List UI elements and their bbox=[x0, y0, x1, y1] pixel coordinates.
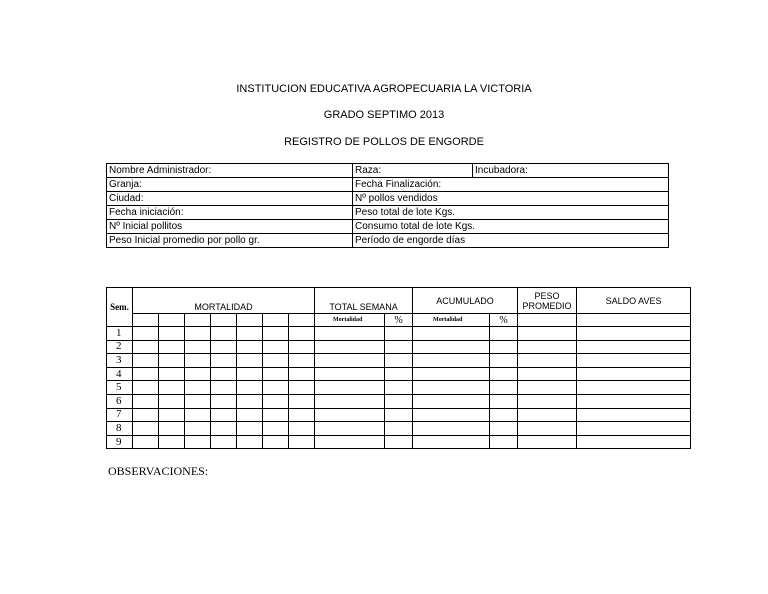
total-semana-pct-label: % bbox=[385, 314, 413, 327]
week-data-cell[interactable] bbox=[211, 408, 237, 422]
week-data-cell[interactable] bbox=[289, 354, 315, 368]
week-data-cell[interactable] bbox=[577, 354, 691, 368]
info-table bbox=[106, 163, 669, 248]
week-data-cell[interactable] bbox=[133, 422, 159, 436]
week-data-cell[interactable] bbox=[237, 327, 263, 341]
week-data-cell[interactable] bbox=[237, 435, 263, 449]
week-data-cell[interactable] bbox=[185, 435, 211, 449]
week-data-cell[interactable] bbox=[413, 367, 490, 381]
week-data-cell[interactable] bbox=[577, 422, 691, 436]
info-cell: Raza: bbox=[353, 164, 473, 178]
week-data-cell[interactable] bbox=[263, 435, 289, 449]
col-mortalidad: MORTALIDAD bbox=[133, 288, 315, 314]
week-data-cell[interactable] bbox=[211, 435, 237, 449]
week-data-cell[interactable] bbox=[413, 354, 490, 368]
week-data-cell[interactable] bbox=[185, 367, 211, 381]
week-data-cell[interactable] bbox=[289, 422, 315, 436]
register-title: REGISTRO DE POLLOS DE ENGORDE bbox=[284, 136, 484, 148]
week-data-cell[interactable] bbox=[518, 381, 577, 395]
week-data-cell[interactable] bbox=[237, 354, 263, 368]
week-data-cell[interactable] bbox=[289, 381, 315, 395]
week-data-cell[interactable] bbox=[315, 381, 385, 395]
week-data-cell[interactable] bbox=[490, 422, 518, 436]
week-data-cell[interactable] bbox=[518, 408, 577, 422]
week-data-cell[interactable] bbox=[577, 327, 691, 341]
week-data-cell[interactable] bbox=[185, 327, 211, 341]
week-data-cell[interactable] bbox=[263, 354, 289, 368]
week-data-cell[interactable] bbox=[263, 422, 289, 436]
acumulado-pct-label: % bbox=[490, 314, 518, 327]
week-data-cell[interactable] bbox=[237, 394, 263, 408]
week-data-cell[interactable] bbox=[385, 367, 413, 381]
week-data-cell[interactable] bbox=[518, 435, 577, 449]
week-data-cell[interactable] bbox=[263, 340, 289, 354]
col-peso-promedio: PESO PROMEDIO bbox=[518, 288, 577, 314]
week-data-cell[interactable] bbox=[159, 340, 185, 354]
info-row bbox=[107, 206, 669, 220]
week-data-cell[interactable] bbox=[413, 422, 490, 436]
week-data-cell[interactable] bbox=[315, 394, 385, 408]
week-row bbox=[107, 435, 691, 449]
week-data-cell[interactable] bbox=[133, 354, 159, 368]
week-data-cell[interactable] bbox=[413, 394, 490, 408]
info-cell: Nombre Administrador: bbox=[107, 164, 353, 178]
week-data-cell[interactable] bbox=[413, 381, 490, 395]
week-data-cell[interactable] bbox=[385, 408, 413, 422]
week-data-cell[interactable] bbox=[185, 381, 211, 395]
week-data-cell[interactable] bbox=[289, 435, 315, 449]
week-data-cell[interactable] bbox=[385, 435, 413, 449]
week-data-cell[interactable] bbox=[289, 408, 315, 422]
week-data-cell[interactable] bbox=[490, 435, 518, 449]
info-cell: Consumo total de lote Kgs. bbox=[353, 220, 669, 234]
week-data-cell[interactable] bbox=[518, 422, 577, 436]
week-data-cell[interactable] bbox=[185, 422, 211, 436]
week-data-cell[interactable] bbox=[518, 340, 577, 354]
week-data-cell[interactable] bbox=[159, 381, 185, 395]
week-data-cell[interactable] bbox=[263, 327, 289, 341]
week-data-cell[interactable] bbox=[263, 367, 289, 381]
week-data-cell[interactable] bbox=[263, 408, 289, 422]
week-data-cell[interactable] bbox=[490, 327, 518, 341]
week-data-cell[interactable] bbox=[159, 422, 185, 436]
saldo-aves-cell[interactable] bbox=[577, 314, 691, 327]
week-row bbox=[107, 381, 691, 395]
week-number: 1 bbox=[107, 327, 133, 341]
week-data-cell[interactable] bbox=[211, 340, 237, 354]
week-data-cell[interactable] bbox=[237, 408, 263, 422]
week-data-cell[interactable] bbox=[211, 381, 237, 395]
week-data-cell[interactable] bbox=[577, 340, 691, 354]
mortalidad-cell[interactable] bbox=[211, 314, 237, 327]
week-data-cell[interactable] bbox=[385, 394, 413, 408]
week-data-cell[interactable] bbox=[133, 381, 159, 395]
week-data-cell[interactable] bbox=[577, 435, 691, 449]
info-cell: Nº Inicial pollitos bbox=[107, 220, 353, 234]
week-data-cell[interactable] bbox=[315, 367, 385, 381]
mortalidad-cell[interactable] bbox=[133, 314, 159, 327]
week-data-cell[interactable] bbox=[289, 327, 315, 341]
info-cell: Período de engorde días bbox=[353, 234, 669, 248]
week-data-cell[interactable] bbox=[413, 327, 490, 341]
week-data-cell[interactable] bbox=[159, 354, 185, 368]
week-data-cell[interactable] bbox=[385, 327, 413, 341]
week-data-cell[interactable] bbox=[315, 340, 385, 354]
grade-title: GRADO SEPTIMO 2013 bbox=[323, 109, 445, 121]
col-sem: Sem. bbox=[107, 288, 133, 327]
week-data-cell[interactable] bbox=[211, 394, 237, 408]
mortalidad-cell[interactable] bbox=[237, 314, 263, 327]
info-cell: Nº pollos vendidos bbox=[353, 192, 669, 206]
week-data-cell[interactable] bbox=[490, 340, 518, 354]
week-data-cell[interactable] bbox=[185, 354, 211, 368]
week-data-cell[interactable] bbox=[263, 394, 289, 408]
info-row bbox=[107, 220, 669, 234]
week-data-cell[interactable] bbox=[211, 367, 237, 381]
week-data-cell[interactable] bbox=[385, 422, 413, 436]
week-data-cell[interactable] bbox=[577, 381, 691, 395]
info-cell: Incubadora: bbox=[473, 164, 669, 178]
info-cell: Fecha Finalización: bbox=[353, 178, 669, 192]
week-data-cell[interactable] bbox=[263, 381, 289, 395]
week-data-cell[interactable] bbox=[159, 435, 185, 449]
week-data-cell[interactable] bbox=[289, 394, 315, 408]
week-data-cell[interactable] bbox=[490, 354, 518, 368]
week-data-cell[interactable] bbox=[159, 327, 185, 341]
week-data-cell[interactable] bbox=[490, 367, 518, 381]
week-row bbox=[107, 327, 691, 341]
week-data-cell[interactable] bbox=[577, 408, 691, 422]
week-data-cell[interactable] bbox=[133, 327, 159, 341]
week-data-cell[interactable] bbox=[413, 435, 490, 449]
week-data-cell[interactable] bbox=[315, 408, 385, 422]
info-row bbox=[107, 178, 669, 192]
week-data-cell[interactable] bbox=[490, 394, 518, 408]
week-data-cell[interactable] bbox=[577, 367, 691, 381]
week-number: 8 bbox=[107, 422, 133, 436]
week-data-cell[interactable] bbox=[185, 340, 211, 354]
week-data-cell[interactable] bbox=[490, 381, 518, 395]
week-row bbox=[107, 367, 691, 381]
week-data-cell[interactable] bbox=[133, 367, 159, 381]
info-cell: Granja: bbox=[107, 178, 353, 192]
mortalidad-cell[interactable] bbox=[263, 314, 289, 327]
week-data-cell[interactable] bbox=[159, 394, 185, 408]
week-data-cell[interactable] bbox=[237, 340, 263, 354]
log-header-row bbox=[107, 288, 691, 314]
info-cell: Ciudad: bbox=[107, 192, 353, 206]
info-cell: Peso Inicial promedio por pollo gr. bbox=[107, 234, 353, 248]
week-data-cell[interactable] bbox=[289, 340, 315, 354]
week-data-cell[interactable] bbox=[413, 340, 490, 354]
week-data-cell[interactable] bbox=[315, 422, 385, 436]
week-data-cell[interactable] bbox=[315, 327, 385, 341]
week-data-cell[interactable] bbox=[518, 327, 577, 341]
week-number: 6 bbox=[107, 394, 133, 408]
week-row bbox=[107, 394, 691, 408]
week-data-cell[interactable] bbox=[211, 327, 237, 341]
week-data-cell[interactable] bbox=[413, 408, 490, 422]
week-data-cell[interactable] bbox=[133, 408, 159, 422]
poultry-log-table bbox=[106, 287, 691, 449]
institution-title: INSTITUCION EDUCATIVA AGROPECUARIA LA VICTORIA bbox=[236, 83, 532, 95]
week-data-cell[interactable] bbox=[490, 408, 518, 422]
info-row bbox=[107, 192, 669, 206]
mortalidad-cell[interactable] bbox=[159, 314, 185, 327]
col-acumulado: ACUMULADO bbox=[413, 288, 518, 314]
mortalidad-cell[interactable] bbox=[289, 314, 315, 327]
week-row bbox=[107, 354, 691, 368]
week-data-cell[interactable] bbox=[211, 354, 237, 368]
week-data-cell[interactable] bbox=[237, 422, 263, 436]
week-data-cell[interactable] bbox=[159, 367, 185, 381]
peso-promedio-cell[interactable] bbox=[518, 314, 577, 327]
week-row bbox=[107, 340, 691, 354]
week-data-cell[interactable] bbox=[385, 381, 413, 395]
total-semana-mortalidad-label: Mortalidad bbox=[315, 314, 385, 327]
week-data-cell[interactable] bbox=[518, 367, 577, 381]
week-data-cell[interactable] bbox=[385, 340, 413, 354]
week-data-cell[interactable] bbox=[185, 394, 211, 408]
week-data-cell[interactable] bbox=[577, 394, 691, 408]
week-data-cell[interactable] bbox=[315, 435, 385, 449]
week-data-cell[interactable] bbox=[518, 394, 577, 408]
week-data-cell[interactable] bbox=[133, 394, 159, 408]
week-data-cell[interactable] bbox=[385, 354, 413, 368]
week-number: 5 bbox=[107, 381, 133, 395]
week-data-cell[interactable] bbox=[185, 408, 211, 422]
week-data-cell[interactable] bbox=[133, 435, 159, 449]
week-data-cell[interactable] bbox=[159, 408, 185, 422]
week-row bbox=[107, 408, 691, 422]
info-cell: Fecha iniciación: bbox=[107, 206, 353, 220]
week-data-cell[interactable] bbox=[518, 354, 577, 368]
mortalidad-cell[interactable] bbox=[185, 314, 211, 327]
week-data-cell[interactable] bbox=[289, 367, 315, 381]
observaciones-label: OBSERVACIONES: bbox=[108, 464, 209, 478]
log-subheader-row bbox=[107, 314, 691, 327]
info-row bbox=[107, 234, 669, 248]
info-cell: Peso total de lote Kgs. bbox=[353, 206, 669, 220]
week-data-cell[interactable] bbox=[211, 422, 237, 436]
col-saldo-aves: SALDO AVES bbox=[577, 288, 691, 314]
col-total-semana: TOTAL SEMANA bbox=[315, 288, 413, 314]
week-row bbox=[107, 422, 691, 436]
week-number: 2 bbox=[107, 340, 133, 354]
week-data-cell[interactable] bbox=[237, 367, 263, 381]
week-number: 3 bbox=[107, 354, 133, 368]
week-number: 9 bbox=[107, 435, 133, 449]
info-row bbox=[107, 164, 669, 178]
week-data-cell[interactable] bbox=[133, 340, 159, 354]
week-data-cell[interactable] bbox=[237, 381, 263, 395]
acumulado-mortalidad-label: Mortalidad bbox=[413, 314, 490, 327]
week-data-cell[interactable] bbox=[315, 354, 385, 368]
week-number: 7 bbox=[107, 408, 133, 422]
week-number: 4 bbox=[107, 367, 133, 381]
